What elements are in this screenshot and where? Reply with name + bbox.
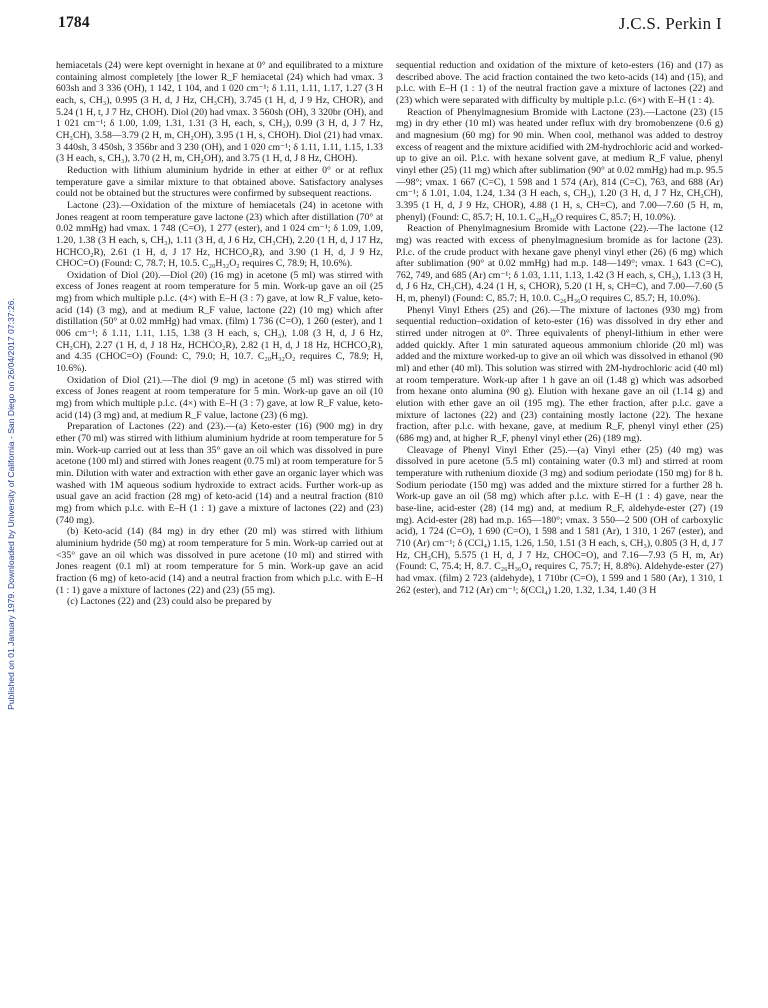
paragraph: Oxidation of Diol (20).—Diol (20) (16 mg) in acetone (5 ml) was stirred with excess of Jones reagent at room temperature for 5 min. Work-up gave an oil (25 mg) from which multiple p.l.c. (4×) with E–H (3 : 7) gave, at low R_F value, keto-acid (14) (3 mg), and at medium R_F value, lactone (22) (10 mg) which after distillation (50° at 0.02 mmHg) had νmax. (film) 1 736 (C=O), 1 260 (ester), and 1 006 cm⁻¹; δ 1.11, 1.11, 1.15, 1.38 (3 H each, s, CH₃), 1.08 (3 H, d, J 6 Hz, CH₃CH), 2.27 (1 H, d, J 18 Hz, HCHCO₂R), 2.82 (1 H, d, J 18 Hz, HCHCO₂R), and 4.35 (CHOC=O) (Found: C, 79.0; H, 10.7. C₂₀H₃₂O₂ requires C, 78.9; H, 10.6%). bbox=[56, 269, 383, 375]
paragraph: sequential reduction and oxidation of the mixture of keto-esters (16) and (17) as described above. The acid fraction contained the two keto-acids (14) and (15), and p.l.c. with E–H (1 : 1) of the neutral fraction gave a mixture of lactones (22) and (23) which were separated with difficulty by multiple p.l.c. (6×) with E–H (1 : 4). bbox=[396, 60, 723, 106]
right-column bbox=[396, 60, 723, 596]
paragraph: (b) Keto-acid (14) (84 mg) in dry ether (20 ml) was stirred with lithium aluminium hydride (50 mg) at room temperature for 5 min. Work-up carried out at <35° gave an oil which was dissolved in pure acetone (10 ml) and stirred with Jones reagent (0.1 ml) at room temperature for 5 min. Work-up gave an acid fraction (6 mg) of keto-acid (14) and a neutral fraction from which p.l.c. with E–H (1 : 1) gave a mixture of lactones (22) and (23) (55 mg). bbox=[56, 526, 383, 596]
paragraph: hemiacetals (24) were kept overnight in hexane at 0° and equilibrated to a mixture containing almost completely [the lower R_F hemiacetal (24) which had νmax. 3 603sh and 3 336 (OH), 1 142, 1 104, and 1 020 cm⁻¹; δ 1.11, 1.11, 1.17, 1.27 (3 H each, s, CH₃), 0.995 (3 H, d, J Hz, CH₃CH), 3.745 (1 H, d, J 9 Hz, CHOR), and 5.24 (1 H, t, J 7 Hz, CHOH). Diol (20) had νmax. 3 560sh (OH), 3 320br (OH), and 1 021 cm⁻¹; δ 1.00, 1.09, 1.31, 1.31 (3 H, each, s, CH₃), 0.99 (3 H, d, J 7 Hz, CH₃CH), 3.58—3.79 (2 H, m, CH₂OH), 3.95 (1 H, s, CHOH). Diol (21) had νmax. 3 440sh, 3 450sh, 3 356br and 3 230 (OH), and 1 020 cm⁻¹; δ 1.11, 1.11, 1.15, 1.33 (3 H each, s, CH₃), 3.70 (2 H, m, CH₂OH), and 3.75 (1 H, d, J 8 Hz, CHOH). bbox=[56, 60, 383, 165]
paragraph: Cleavage of Phenyl Vinyl Ether (25).—(a) Vinyl ether (25) (40 mg) was dissolved in pure acetone (5.5 ml) containing water (0.3 ml) and stirred at room temperature with ruthenium dioxide (3 mg) and sodium periodate (150 mg) for 8 h. Sodium periodate (150 mg) was added and the mixture stirred for a further 28 h. Work-up gave an oil (58 mg) which after p.l.c. with E–H (1 : 4) gave, near the base-line, acid-ester (28) (14 mg) and, at medium R_F, aldehyde-ester (27) (19 mg). Acid-ester (28) had m.p. 165—180°; νmax. 3 550—2 500 (OH of carboxylic acid), 1 724 (C=O), 1 690 (C=O), 1 598 and 1 581 (Ar), 1 310, 1 267 (ester), and 710 (Ar) cm⁻¹; δ (CCl₄) 1.15, 1.26, 1.50, 1.51 (3 H each, s, CH₃), 0.805 (3 H, d, J 7 Hz, CH₃CH), 5.575 (1 H, d, J 7 Hz, CHOC=O), and 7.16—7.93 (5 H, m, Ar) (Found: C, 75.4; H, 8.7. C₂₆H₃₆O₄ requires C, 75.7; H, 8.8%). Aldehyde-ester (27) had νmax. (film) 2 723 (aldehyde), 1 710br (C=O), 1 599 and 1 580 (Ar), 1 310, 1 262 (ester), and 712 (Ar) cm⁻¹; δ(CCl₄) 1.20, 1.32, 1.34, 1.40 (3 H bbox=[396, 444, 723, 596]
paragraph: Reduction with lithium aluminium hydride in ether at either 0° or at reflux temperature gave a similar mixture to that obtained above. Satisfactory analyses could not be obtained but the structures were confirmed by subsequent reactions. bbox=[56, 164, 383, 200]
left-column bbox=[56, 60, 383, 608]
page-number: 1784 bbox=[58, 14, 90, 31]
paragraph: Reaction of Phenylmagnesium Bromide with Lactone (22).—The lactone (12 mg) was reacted with excess of phenylmagnesium bromide as for lactone (23). P.l.c. of the crude product with hexane gave phenyl vinyl ether (26) (6 mg) which after sublimation (90° at 0.02 mmHg) had m.p. 148—149°; νmax. 1 643 (C=C), 762, 749, and 685 (Ar) cm⁻¹; δ 1.03, 1.11, 1.13, 1.42 (3 H each, s, CH₃), 1.13 (3 H, d, J 6 Hz, CH₃CH), 4.24 (1 H, s, CHOR), 5.20 (1 H, s, CH=C), and 7.00—7.60 (5 H, m, phenyl) (Found: C, 85.7; H, 10.0. C₂₆H₃₆O requires C, 85.7; H, 10.0%). bbox=[396, 223, 723, 305]
paragraph: Lactone (23).—Oxidation of the mixture of hemiacetals (24) in acetone with Jones reagent at room temperature gave lactone (23) which after distillation (70° at 0.02 mmHg) had νmax. 1 748 (C=O), 1 277 (ester), and 1 024 cm⁻¹; δ 1.09, 1.09, 1.20, 1.38 (3 H each, s, CH₃), 1.11 (3 H, d, J 6 Hz, CH₃CH), 2.20 (1 H, d, J 17 Hz, HCHCO₂R), 2.61 (1 H, d, J 17 Hz, HCHCO₂R), and 3.90 (1 H, d, J 9 Hz, CHOC=O) (Found: C, 78.7; H, 10.5. C₂₀H₃₂O₂ requires C, 78.9; H, 10.6%). bbox=[56, 199, 383, 270]
journal-title: J.C.S. Perkin I bbox=[618, 14, 722, 33]
download-notice-text: Published on 01 January 1979. Downloaded by University of California - San Diego on 26/04/2017 07:37:26. bbox=[6, 298, 16, 710]
download-notice bbox=[0, 0, 22, 1008]
paragraph: (c) Lactones (22) and (23) could also be prepared by bbox=[67, 596, 272, 608]
paragraph: Phenyl Vinyl Ethers (25) and (26).—The mixture of lactones (930 mg) from sequential reduction–oxidation of keto-ester (16) was dissolved in dry ether and stirred under nitrogen at 0°. Three equivalents of phenyl-lithium in ether were added quickly. After 1 min saturated aqueous ammonium chloride (20 ml) was added and the mixture worked-up to give an oil which was dissolved in ethanol (90 ml) and ether (40 ml). This solution was stirred with 2M-hydrochloric acid (40 ml) at room temperature. Work-up after 1 h gave an oil (1.48 g) which was adsorbed from hexane onto alumina (90 g). Elution with hexane gave an oil (1.14 g) and elution with ether gave an oil (195 mg). The ether fraction, after p.l.c. gave a mixture of lactones (22) and (23) containing mostly lactone (22). The hexane fraction, after p.l.c. with hexane, gave, at medium R_F, phenyl vinyl ether (25) (686 mg) and, at higher R_F, phenyl vinyl ether (26) (189 mg). bbox=[396, 304, 723, 444]
paragraph: Preparation of Lactones (22) and (23).—(a) Keto-ester (16) (900 mg) in dry ether (70 ml) was stirred with lithium aluminium hydride at room temperature for 5 min. Work-up carried out at less than 35° gave an oil which was dissolved in pure acetone (100 ml) and stirred with Jones reagent (0.75 ml) at room temperature for 5 min. Dilution with water and extraction with ether gave an organic layer which was washed with 1M aqueous sodium hydroxide to extract acids. Further work-up as usual gave an acid fraction (28 mg) of keto-acid (14) and a neutral fraction (810 mg) from which p.l.c. with E–H (1 : 1) gave a mixture of lactones (22) and (23) (740 mg). bbox=[56, 421, 383, 526]
paragraph: Oxidation of Diol (21).—The diol (9 mg) in acetone (5 ml) was stirred with excess of Jones reagent at room temperature for 5 min. Work-up gave an oil (10 mg) from which multiple p.l.c. (4×) with E–H (3 : 7) gave, at low R_F value, keto-acid (14) (3 mg) and, at medium R_F value, lactone (23) (6 mg). bbox=[56, 374, 383, 421]
paragraph: Reaction of Phenylmagnesium Bromide with Lactone (23).—Lactone (23) (15 mg) in dry ether (10 ml) was heated under reflux with dry bromobenzene (0.6 g) and magnesium (60 mg) for 90 min. When cool, methanol was added to destroy excess of reagent and the mixture acidified with 2M-hydrochloric acid and worked-up to give an oil. P.l.c. with hexane solvent gave, at medium R_F value, phenyl vinyl ether (25) (11 mg) which after sublimation (90° at 0.02 mmHg) had m.p. 95.5—98°; νmax. 1 667 (C=C), 1 598 and 1 574 (Ar), 814 (C=C), 763, and 688 (Ar) cm⁻¹; δ 1.01, 1.04, 1.24, 1.34 (3 H each, s, CH₃), 1.20 (3 H, d, J 7 Hz, CH₃CH), 3.395 (1 H, d, J 9 Hz, CHOR), 4.88 (1 H, s, CH=C), and 7.00—7.60 (5 H, m, phenyl) (Found: C, 85.7; H, 10.1. C₂₆H₃₆O requires C, 85.7; H, 10.0%). bbox=[396, 106, 723, 223]
